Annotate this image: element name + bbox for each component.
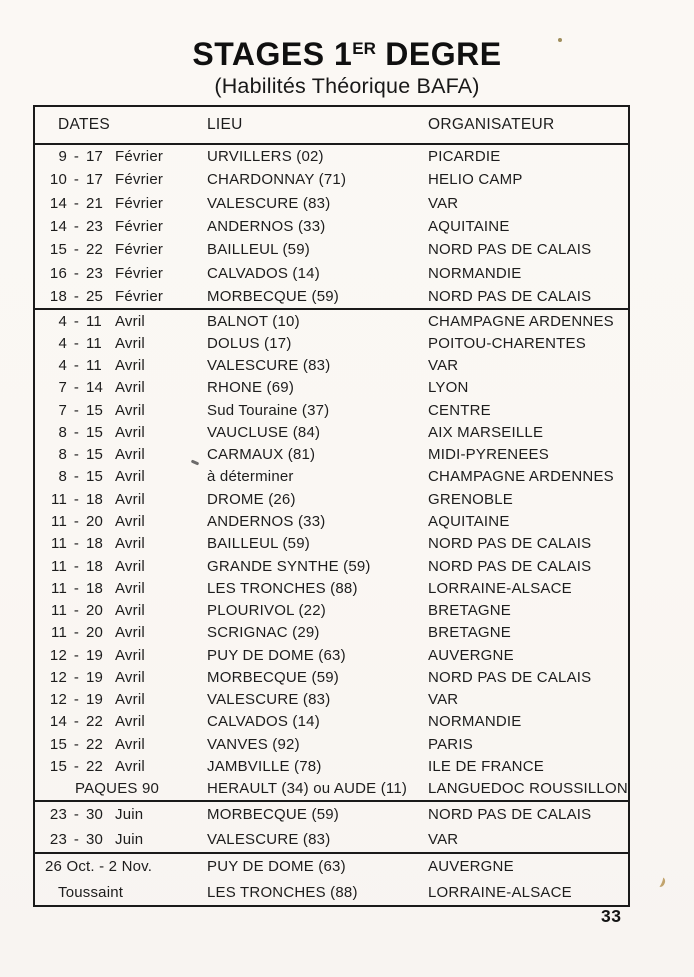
date-end: 30 xyxy=(86,806,104,823)
page-title xyxy=(0,36,694,73)
date-start: 7 xyxy=(58,401,67,419)
page-subtitle: (Habilités Théorique BAFA) xyxy=(214,74,480,98)
date-cell xyxy=(35,691,207,708)
lieu-cell: PUY DE DOME (63) xyxy=(207,646,346,664)
date-month: Février xyxy=(115,287,164,305)
organisateur-cell: GRENOBLE xyxy=(428,490,513,508)
date-start: 11 xyxy=(51,557,67,575)
lieu-cell: PUY DE DOME (63) xyxy=(207,858,346,876)
date-month: Avril xyxy=(115,668,145,686)
date-cell xyxy=(35,379,207,396)
header-lieu: LIEU xyxy=(207,116,243,133)
date-start: 11 xyxy=(51,602,67,620)
date-start: 4 xyxy=(58,312,67,330)
date-month: Avril xyxy=(115,513,145,531)
date-month: Avril xyxy=(115,357,145,375)
header-organisateur: ORGANISATEUR xyxy=(428,116,555,133)
date-end: 19 xyxy=(86,691,104,709)
table-row xyxy=(35,778,628,800)
organisateur-cell: LYON xyxy=(428,379,469,397)
lieu-cell: CALVADOS (14) xyxy=(207,713,320,731)
date-cell xyxy=(35,669,207,686)
organisateur-cell: HELIO CAMP xyxy=(428,171,523,189)
date-end: 23 xyxy=(86,264,104,282)
table-row xyxy=(35,168,628,191)
date-separator: - xyxy=(73,602,80,620)
date-start: 15 xyxy=(49,241,67,259)
organisateur-cell: VAR xyxy=(428,831,459,848)
table-row xyxy=(35,215,628,238)
lieu-cell: VALESCURE (83) xyxy=(207,691,331,709)
date-month: Avril xyxy=(115,646,145,664)
lieu-cell: à déterminer xyxy=(207,468,294,486)
table-row xyxy=(35,622,628,644)
date-start: 8 xyxy=(58,423,67,441)
date-label: Toussaint xyxy=(58,883,124,901)
date-cell xyxy=(35,758,207,775)
organisateur-cell: AQUITAINE xyxy=(428,217,510,235)
date-month: Avril xyxy=(115,535,145,553)
table-row xyxy=(35,421,628,443)
organisateur-cell: NORD PAS DE CALAIS xyxy=(428,241,592,259)
date-separator: - xyxy=(73,691,80,709)
date-end: 15 xyxy=(86,468,104,486)
table-row xyxy=(35,880,628,906)
organisateur-cell: VAR xyxy=(428,194,459,212)
organisateur-cell: CENTRE xyxy=(428,401,491,419)
header-dates: DATES xyxy=(58,116,111,133)
date-month: Avril xyxy=(115,446,145,464)
lieu-cell: VANVES (92) xyxy=(207,735,300,753)
organisateur-cell: PICARDIE xyxy=(428,148,501,166)
lieu-cell: BALNOT (10) xyxy=(207,312,300,330)
date-start: 11 xyxy=(51,624,67,642)
date-cell xyxy=(35,580,207,597)
date-end: 11 xyxy=(86,334,102,352)
page-number: 33 xyxy=(601,906,622,926)
date-month: Février xyxy=(115,194,164,212)
date-month: Avril xyxy=(115,468,145,486)
date-start: 9 xyxy=(58,148,67,166)
table-row xyxy=(35,802,628,827)
lieu-cell: MORBECQUE (59) xyxy=(207,806,339,823)
table-header xyxy=(35,107,628,145)
lieu-cell: CARMAUX (81) xyxy=(207,446,316,464)
scan-dot-artifact xyxy=(558,38,562,42)
table-row xyxy=(35,444,628,466)
table-section xyxy=(35,854,628,905)
organisateur-cell: AIX MARSEILLE xyxy=(428,423,544,441)
date-cell xyxy=(35,313,207,330)
lieu-cell: SCRIGNAC (29) xyxy=(207,624,320,642)
date-cell xyxy=(35,335,207,352)
date-month: Avril xyxy=(115,490,145,508)
date-cell xyxy=(35,831,207,848)
date-start: 12 xyxy=(49,668,67,686)
date-month: Février xyxy=(115,148,164,166)
date-start: 8 xyxy=(58,468,67,486)
organisateur-cell: VAR xyxy=(428,691,459,709)
date-end: 22 xyxy=(86,735,104,753)
table-row xyxy=(35,377,628,399)
lieu-cell: LES TRONCHES (88) xyxy=(207,883,358,901)
organisateur-cell: ILE DE FRANCE xyxy=(428,757,544,775)
lieu-cell: VAUCLUSE (84) xyxy=(207,423,321,441)
table-row xyxy=(35,599,628,621)
date-cell xyxy=(35,647,207,664)
table-row xyxy=(35,711,628,733)
organisateur-cell: VAR xyxy=(428,357,459,375)
table-body xyxy=(35,145,628,905)
title-superscript: ER xyxy=(352,39,376,58)
date-end: 15 xyxy=(86,446,104,464)
stage-table xyxy=(33,105,630,907)
date-start: 12 xyxy=(49,691,67,709)
lieu-cell: BAILLEUL (59) xyxy=(207,535,310,553)
lieu-cell: Sud Touraine (37) xyxy=(207,401,330,419)
organisateur-cell: MIDI-PYRENEES xyxy=(428,446,549,464)
table-row xyxy=(35,399,628,421)
date-month: Avril xyxy=(115,379,145,397)
date-end: 11 xyxy=(86,357,102,375)
date-separator: - xyxy=(73,668,80,686)
organisateur-cell: AQUITAINE xyxy=(428,513,510,531)
date-separator: - xyxy=(73,241,80,259)
date-cell xyxy=(35,288,207,305)
date-start: 11 xyxy=(51,579,67,597)
date-separator: - xyxy=(73,535,80,553)
date-start: 12 xyxy=(49,646,67,664)
date-separator: - xyxy=(73,217,80,235)
date-label: PAQUES 90 xyxy=(75,780,160,798)
lieu-cell: ANDERNOS (33) xyxy=(207,513,326,531)
lieu-cell: MORBECQUE (59) xyxy=(207,668,339,686)
date-start: 14 xyxy=(49,713,67,731)
date-end: 18 xyxy=(86,557,104,575)
date-start: 16 xyxy=(49,264,67,282)
organisateur-cell: AUVERGNE xyxy=(428,858,514,876)
date-start: 11 xyxy=(51,490,67,508)
date-month: Avril xyxy=(115,557,145,575)
lieu-cell: VALESCURE (83) xyxy=(207,357,331,375)
date-cell xyxy=(35,780,207,797)
table-row xyxy=(35,145,628,168)
date-start: 23 xyxy=(49,831,67,848)
table-row xyxy=(35,733,628,755)
date-month: Février xyxy=(115,241,164,259)
organisateur-cell: LORRAINE-ALSACE xyxy=(428,579,572,597)
date-end: 15 xyxy=(86,401,104,419)
date-separator: - xyxy=(73,312,80,330)
date-separator: - xyxy=(73,401,80,419)
date-end: 22 xyxy=(86,757,104,775)
date-separator: - xyxy=(73,579,80,597)
table-row xyxy=(35,285,628,308)
organisateur-cell: NORD PAS DE CALAIS xyxy=(428,287,592,305)
date-separator: - xyxy=(73,757,80,775)
date-month: Avril xyxy=(115,401,145,419)
date-separator: - xyxy=(73,490,80,508)
lieu-cell: VALESCURE (83) xyxy=(207,194,331,212)
organisateur-cell: BRETAGNE xyxy=(428,624,512,642)
lieu-cell: DOLUS (17) xyxy=(207,334,292,352)
date-cell xyxy=(35,171,207,188)
date-separator: - xyxy=(73,806,80,823)
date-month: Avril xyxy=(115,757,145,775)
date-separator: - xyxy=(73,446,80,464)
date-cell xyxy=(35,884,207,901)
date-start: 4 xyxy=(58,357,67,375)
date-cell xyxy=(35,558,207,575)
date-start: 7 xyxy=(58,379,67,397)
date-end: 20 xyxy=(86,513,104,531)
date-month: Avril xyxy=(115,579,145,597)
date-start: 15 xyxy=(49,735,67,753)
date-month: Avril xyxy=(115,334,145,352)
date-separator: - xyxy=(73,713,80,731)
table-row xyxy=(35,238,628,261)
date-separator: - xyxy=(73,379,80,397)
organisateur-cell: NORMANDIE xyxy=(428,264,522,282)
date-separator: - xyxy=(73,334,80,352)
organisateur-cell: NORD PAS DE CALAIS xyxy=(428,557,592,575)
date-cell xyxy=(35,468,207,485)
date-separator: - xyxy=(73,624,80,642)
lieu-cell: BAILLEUL (59) xyxy=(207,241,310,259)
lieu-cell: CHARDONNAY (71) xyxy=(207,171,347,189)
date-separator: - xyxy=(73,557,80,575)
date-end: 17 xyxy=(86,148,104,166)
lieu-cell: HERAULT (34) ou AUDE (11) xyxy=(207,780,408,798)
date-separator: - xyxy=(73,357,80,375)
table-row xyxy=(35,510,628,532)
date-end: 22 xyxy=(86,241,104,259)
date-end: 17 xyxy=(86,171,104,189)
table-row xyxy=(35,261,628,284)
table-row xyxy=(35,689,628,711)
date-end: 14 xyxy=(86,379,104,397)
date-month: Février xyxy=(115,171,164,189)
lieu-cell: PLOURIVOL (22) xyxy=(207,602,326,620)
organisateur-cell: BRETAGNE xyxy=(428,602,512,620)
date-end: 20 xyxy=(86,602,104,620)
date-cell xyxy=(35,265,207,282)
table-section xyxy=(35,310,628,802)
title-text-suffix: DEGRE xyxy=(375,36,502,72)
lieu-cell: VALESCURE (83) xyxy=(207,831,331,848)
table-section xyxy=(35,145,628,310)
organisateur-cell: PARIS xyxy=(428,735,473,753)
date-separator: - xyxy=(73,513,80,531)
date-separator: - xyxy=(73,646,80,664)
table-row xyxy=(35,355,628,377)
date-cell xyxy=(35,602,207,619)
title-text: STAGES 1 xyxy=(192,36,353,72)
date-start: 11 xyxy=(51,513,67,531)
scan-squiggle-artifact xyxy=(655,876,666,888)
date-separator: - xyxy=(73,148,80,166)
table-row xyxy=(35,533,628,555)
date-start: 15 xyxy=(49,757,67,775)
date-end: 18 xyxy=(86,490,104,508)
lieu-cell: GRANDE SYNTHE (59) xyxy=(207,557,371,575)
date-end: 25 xyxy=(86,287,104,305)
date-start: 8 xyxy=(58,446,67,464)
date-start: 14 xyxy=(49,217,67,235)
organisateur-cell: LORRAINE-ALSACE xyxy=(428,883,572,901)
date-cell xyxy=(35,491,207,508)
date-month: Juin xyxy=(115,831,144,848)
lieu-cell: CALVADOS (14) xyxy=(207,264,320,282)
table-row xyxy=(35,555,628,577)
date-cell xyxy=(35,513,207,530)
date-end: 22 xyxy=(86,713,104,731)
date-cell xyxy=(35,713,207,730)
date-cell xyxy=(35,446,207,463)
date-cell xyxy=(35,241,207,258)
date-cell xyxy=(35,806,207,823)
date-separator: - xyxy=(73,468,80,486)
table-row xyxy=(35,666,628,688)
date-separator: - xyxy=(73,194,80,212)
date-end: 20 xyxy=(86,624,104,642)
date-end: 18 xyxy=(86,579,104,597)
date-month: Février xyxy=(115,264,164,282)
date-cell xyxy=(35,858,207,875)
organisateur-cell: LANGUEDOC ROUSSILLON xyxy=(428,780,628,798)
table-section xyxy=(35,802,628,854)
date-end: 19 xyxy=(86,646,104,664)
date-end: 21 xyxy=(86,194,104,212)
table-row xyxy=(35,192,628,215)
organisateur-cell: NORMANDIE xyxy=(428,713,522,731)
table-row xyxy=(35,827,628,852)
date-start: 4 xyxy=(58,334,67,352)
date-month: Avril xyxy=(115,735,145,753)
organisateur-cell: POITOU-CHARENTES xyxy=(428,334,586,352)
table-row xyxy=(35,332,628,354)
table-row xyxy=(35,577,628,599)
lieu-cell: DROME (26) xyxy=(207,490,296,508)
date-cell xyxy=(35,218,207,235)
organisateur-cell: CHAMPAGNE ARDENNES xyxy=(428,312,614,330)
lieu-cell: RHONE (69) xyxy=(207,379,295,397)
table-row xyxy=(35,854,628,880)
organisateur-cell: NORD PAS DE CALAIS xyxy=(428,668,592,686)
date-end: 30 xyxy=(86,831,104,848)
date-month: Juin xyxy=(115,806,144,823)
date-start: 11 xyxy=(51,535,67,553)
table-row xyxy=(35,644,628,666)
date-separator: - xyxy=(73,831,80,848)
date-month: Avril xyxy=(115,423,145,441)
lieu-cell: JAMBVILLE (78) xyxy=(207,757,322,775)
date-separator: - xyxy=(73,287,80,305)
date-cell xyxy=(35,624,207,641)
date-start: 14 xyxy=(49,194,67,212)
date-month: Avril xyxy=(115,691,145,709)
date-end: 18 xyxy=(86,535,104,553)
date-month: Avril xyxy=(115,602,145,620)
table-row xyxy=(35,310,628,332)
date-cell xyxy=(35,148,207,165)
table-row xyxy=(35,466,628,488)
date-cell xyxy=(35,357,207,374)
table-row xyxy=(35,488,628,510)
date-end: 19 xyxy=(86,668,104,686)
lieu-cell: ANDERNOS (33) xyxy=(207,217,326,235)
table-row xyxy=(35,755,628,777)
date-start: 10 xyxy=(49,171,67,189)
date-end: 11 xyxy=(86,312,102,330)
date-start: 18 xyxy=(49,287,67,305)
date-start: 23 xyxy=(49,806,67,823)
date-separator: - xyxy=(73,735,80,753)
date-label: 26 Oct. - 2 Nov. xyxy=(45,858,153,876)
date-cell xyxy=(35,535,207,552)
date-end: 15 xyxy=(86,423,104,441)
date-month: Avril xyxy=(115,312,145,330)
date-separator: - xyxy=(73,264,80,282)
organisateur-cell: AUVERGNE xyxy=(428,646,514,664)
date-cell xyxy=(35,424,207,441)
organisateur-cell: NORD PAS DE CALAIS xyxy=(428,806,592,823)
organisateur-cell: NORD PAS DE CALAIS xyxy=(428,535,592,553)
organisateur-cell: CHAMPAGNE ARDENNES xyxy=(428,468,614,486)
date-separator: - xyxy=(73,423,80,441)
lieu-cell: MORBECQUE (59) xyxy=(207,287,339,305)
date-cell xyxy=(35,402,207,419)
date-cell xyxy=(35,195,207,212)
date-month: Avril xyxy=(115,624,145,642)
lieu-cell: LES TRONCHES (88) xyxy=(207,579,358,597)
date-month: Avril xyxy=(115,713,145,731)
date-cell xyxy=(35,736,207,753)
lieu-cell: URVILLERS (02) xyxy=(207,148,324,166)
date-month: Février xyxy=(115,217,164,235)
date-separator: - xyxy=(73,171,80,189)
date-end: 23 xyxy=(86,217,104,235)
